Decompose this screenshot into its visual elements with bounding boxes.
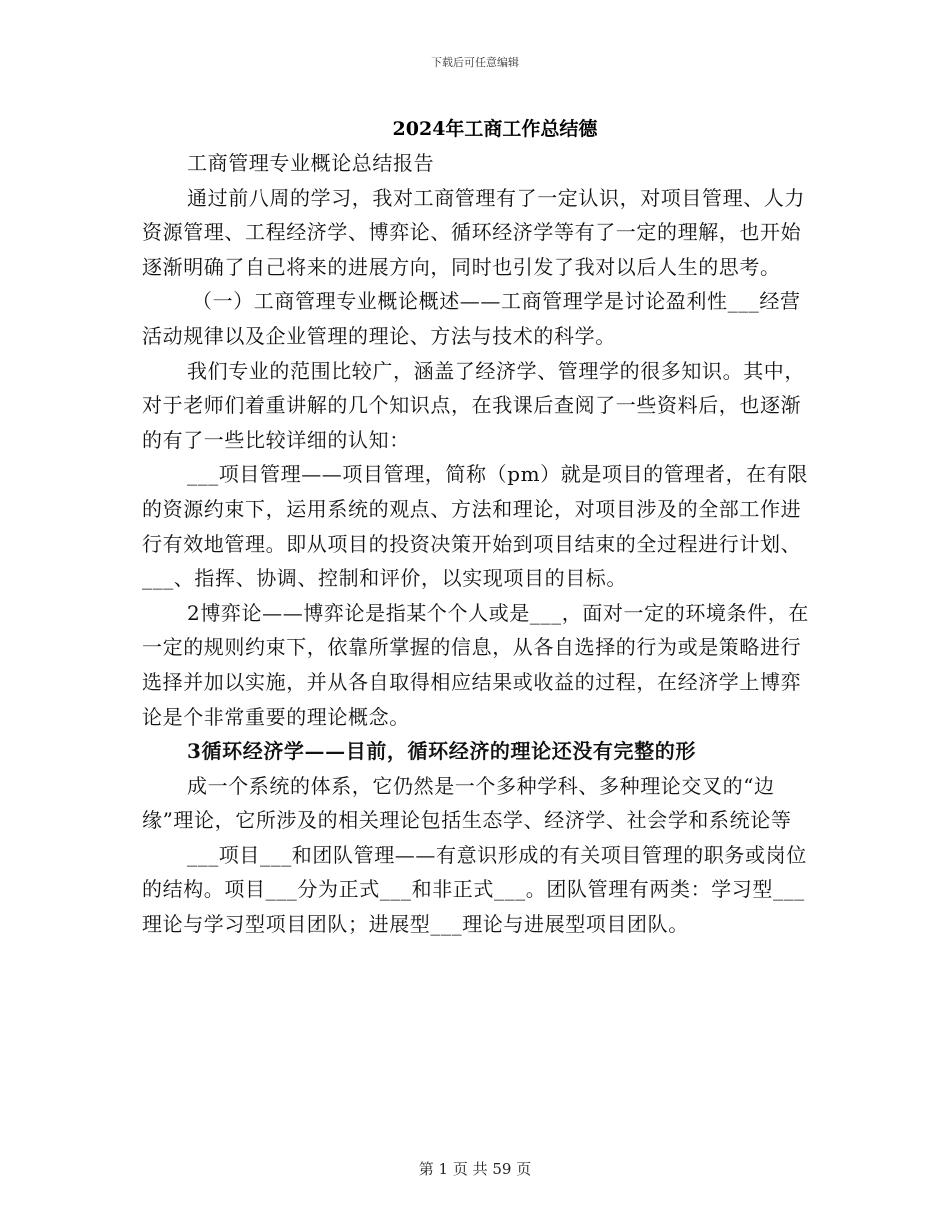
document-body (142, 146, 818, 942)
paragraph-scope: 我们专业的范围比较广，涵盖了经济学、管理学的很多知识。其中，对于老师们着重讲解的几个知识点，在我课后查阅了一些资料后，也逐渐的有了一些比较详细的认知： (142, 358, 805, 452)
paragraph-report-title: 工商管理专业概论总结报告 (187, 151, 435, 175)
paragraph-intro: 通过前八周的学习，我对工商管理有了一定认识，对项目管理、人力资源管理、工程经济学、博弈论、循环经济学等有了一定的理解，也开始逐渐明确了自己将来的进展方向，同时也引发了我对以后人生的思考。 (142, 185, 805, 279)
page-number: 第 1 页 共 59 页 (418, 1160, 532, 1178)
paragraph-circular-economy-heading: 3循环经济学——目前，循环经济的理论还没有完整的形 (187, 739, 696, 764)
document-title: 2024年工商工作总结德 (392, 118, 598, 140)
paragraph-project-management: ___项目管理——项目管理，简称（pm）就是项目的管理者，在有限的资源约束下，运用系统的观点、方法和理论，对项目涉及的全部工作进行有效地管理。即从项目的投资决策开始到项目结束的全过程进行计划、___、指挥、协调、控制和评价，以实现项目的目标。 (142, 462, 808, 591)
header-note: 下载后可任意编辑 (431, 56, 519, 69)
paragraph-game-theory: 2博弈论——博弈论是指某个个人或是___，面对一定的环境条件，在一定的规则约束下，依靠所掌握的信息，从各自选择的行为或是策略进行选择并加以实施，并从各自取得相应结果或收益的过程，在经济学上博弈论是个非常重要的理论概念。 (142, 600, 809, 729)
paragraph-circular-economy: 成一个系统的体系，它仍然是一个多种学科、多种理论交叉的“边缘”理论，它所涉及的相关理论包括生态学、经济学、社会学和系统论等 (142, 773, 792, 833)
paragraph-team-management: ___项目___和团队管理——有意识形成的有关项目管理的职务或岗位的结构。项目___分为正式___和非正式___。团队管理有两类：学习型___理论与学习型项目团队；进展型___理论与进展型项目团队。 (142, 842, 807, 937)
paragraph-overview: （一）工商管理专业概论概述——工商管理学是讨论盈利性___经营活动规律以及企业管理的理论、方法与技术的科学。 (142, 289, 801, 348)
